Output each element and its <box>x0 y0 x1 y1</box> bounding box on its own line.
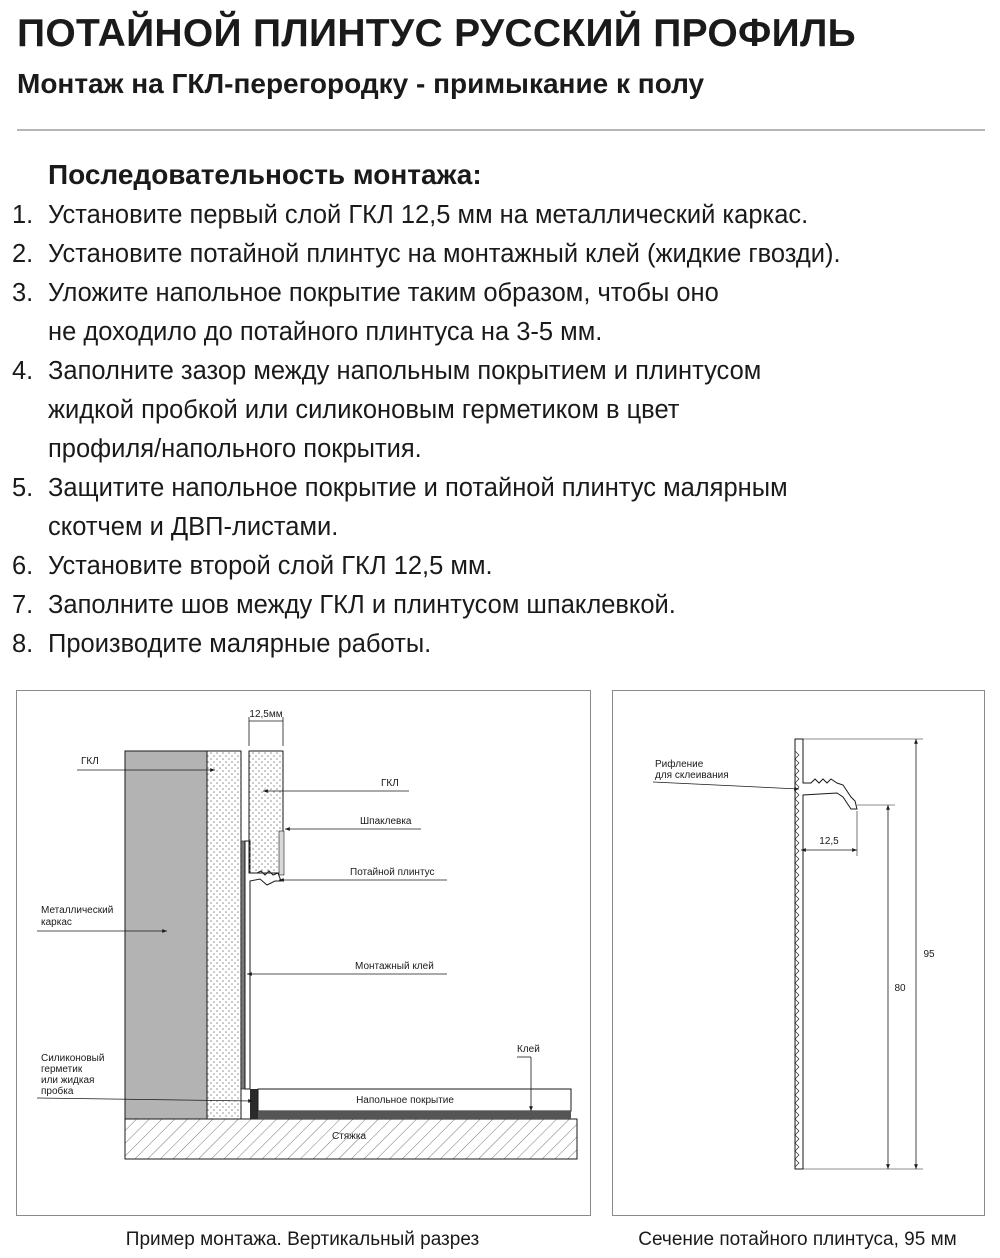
label-frame-1: Металлический <box>41 905 114 916</box>
step-number: 8. <box>12 630 34 658</box>
step-text-line: Установите потайной плинтус на монтажный клей (жидкие гвозди). <box>48 240 841 268</box>
label-gkl-left: ГКЛ <box>81 756 99 767</box>
caption-profile-section: Сечение потайного плинтуса, 95 мм <box>638 1229 957 1250</box>
skirting-profile <box>245 841 281 1089</box>
step-item <box>12 235 992 274</box>
step-text <box>48 274 992 352</box>
step-text <box>48 235 992 274</box>
profile-drawing <box>613 691 984 1215</box>
label-dim-depth: 12,5 <box>819 836 839 847</box>
step-number: 2. <box>12 240 34 268</box>
caption-installation-example: Пример монтажа. Вертикальный разрез <box>125 1229 480 1250</box>
mounting-glue-layer <box>241 841 245 1089</box>
step-text <box>48 469 992 547</box>
step-text-line: Производите малярные работы. <box>48 630 432 658</box>
profile-cross-section-diagram <box>612 690 985 1216</box>
step-text-line: жидкой пробкой или силиконовым герметиком в цвет <box>48 396 680 424</box>
label-ribbing-1: Рифление <box>655 759 704 770</box>
installation-section-diagram <box>16 690 591 1216</box>
page-subtitle: Монтаж на ГКЛ-перегородку - примыкание к полу <box>17 68 705 99</box>
label-dim-total: 95 <box>923 949 935 960</box>
step-text <box>48 196 992 235</box>
gkl-second-layer <box>249 751 283 873</box>
page-title: ПОТАЙНОЙ ПЛИНТУС РУССКИЙ ПРОФИЛЬ <box>17 12 856 55</box>
label-glue-mount: Монтажный клей <box>355 961 434 972</box>
label-floor: Напольное покрытие <box>356 1095 454 1106</box>
step-item <box>12 547 992 586</box>
step-text-line: Заполните шов между ГКЛ и плинтусом шпаклевкой. <box>48 591 676 619</box>
label-putty: Шпаклевка <box>360 816 412 827</box>
step-item <box>12 625 992 664</box>
step-text-line: не доходило до потайного плинтуса на 3-5 мм. <box>48 318 603 346</box>
metal-frame <box>125 751 207 1119</box>
step-text <box>48 625 992 664</box>
step-text-line: Установите первый слой ГКЛ 12,5 мм на металлический каркас. <box>48 201 809 229</box>
step-item <box>12 352 992 469</box>
label-ribbing-2: для склеивания <box>655 770 729 781</box>
steps-heading: Последовательность монтажа: <box>48 159 482 190</box>
putty-seam <box>279 831 284 875</box>
step-number: 5. <box>12 474 34 502</box>
step-text-line: Установите второй слой ГКЛ 12,5 мм. <box>48 552 493 580</box>
label-sealant-4: пробка <box>41 1086 74 1097</box>
section-drawing <box>17 691 590 1215</box>
step-item <box>12 274 992 352</box>
step-number: 7. <box>12 591 34 619</box>
label-screed: Стяжка <box>331 1131 367 1142</box>
dim-label-gkl: 12,5мм <box>249 709 283 720</box>
step-text <box>48 547 992 586</box>
step-text <box>48 352 992 469</box>
step-text-line: скотчем и ДВП-листами. <box>48 513 339 541</box>
step-number: 4. <box>12 357 34 385</box>
sealant <box>250 1089 258 1119</box>
step-item <box>12 469 992 547</box>
step-text-line: профиля/напольного покрытия. <box>48 435 422 463</box>
step-text <box>48 586 992 625</box>
step-number: 1. <box>12 201 34 229</box>
step-item <box>12 586 992 625</box>
label-gkl-right: ГКЛ <box>381 778 399 789</box>
label-skirting: Потайной плинтус <box>350 867 435 878</box>
label-dim-height: 80 <box>894 983 906 994</box>
label-frame-2: каркас <box>41 917 72 928</box>
label-sealant-3: или жидкая <box>41 1075 95 1086</box>
profile-section <box>795 739 857 1169</box>
step-text-line: Защитите напольное покрытие и потайной плинтус малярным <box>48 474 788 502</box>
step-text-line: Уложите напольное покрытие таким образом, чтобы оно <box>48 279 719 307</box>
header-divider <box>17 129 985 131</box>
steps-list <box>12 196 992 664</box>
gkl-first-layer <box>207 751 241 1119</box>
step-item <box>12 196 992 235</box>
step-number: 3. <box>12 279 34 307</box>
floor-glue-layer <box>258 1111 571 1119</box>
label-sealant-1: Силиконовый <box>41 1053 105 1064</box>
step-number: 6. <box>12 552 34 580</box>
label-sealant-2: герметик <box>41 1064 83 1075</box>
step-text-line: Заполните зазор между напольным покрытием и плинтусом <box>48 357 762 385</box>
label-glue: Клей <box>517 1044 540 1055</box>
